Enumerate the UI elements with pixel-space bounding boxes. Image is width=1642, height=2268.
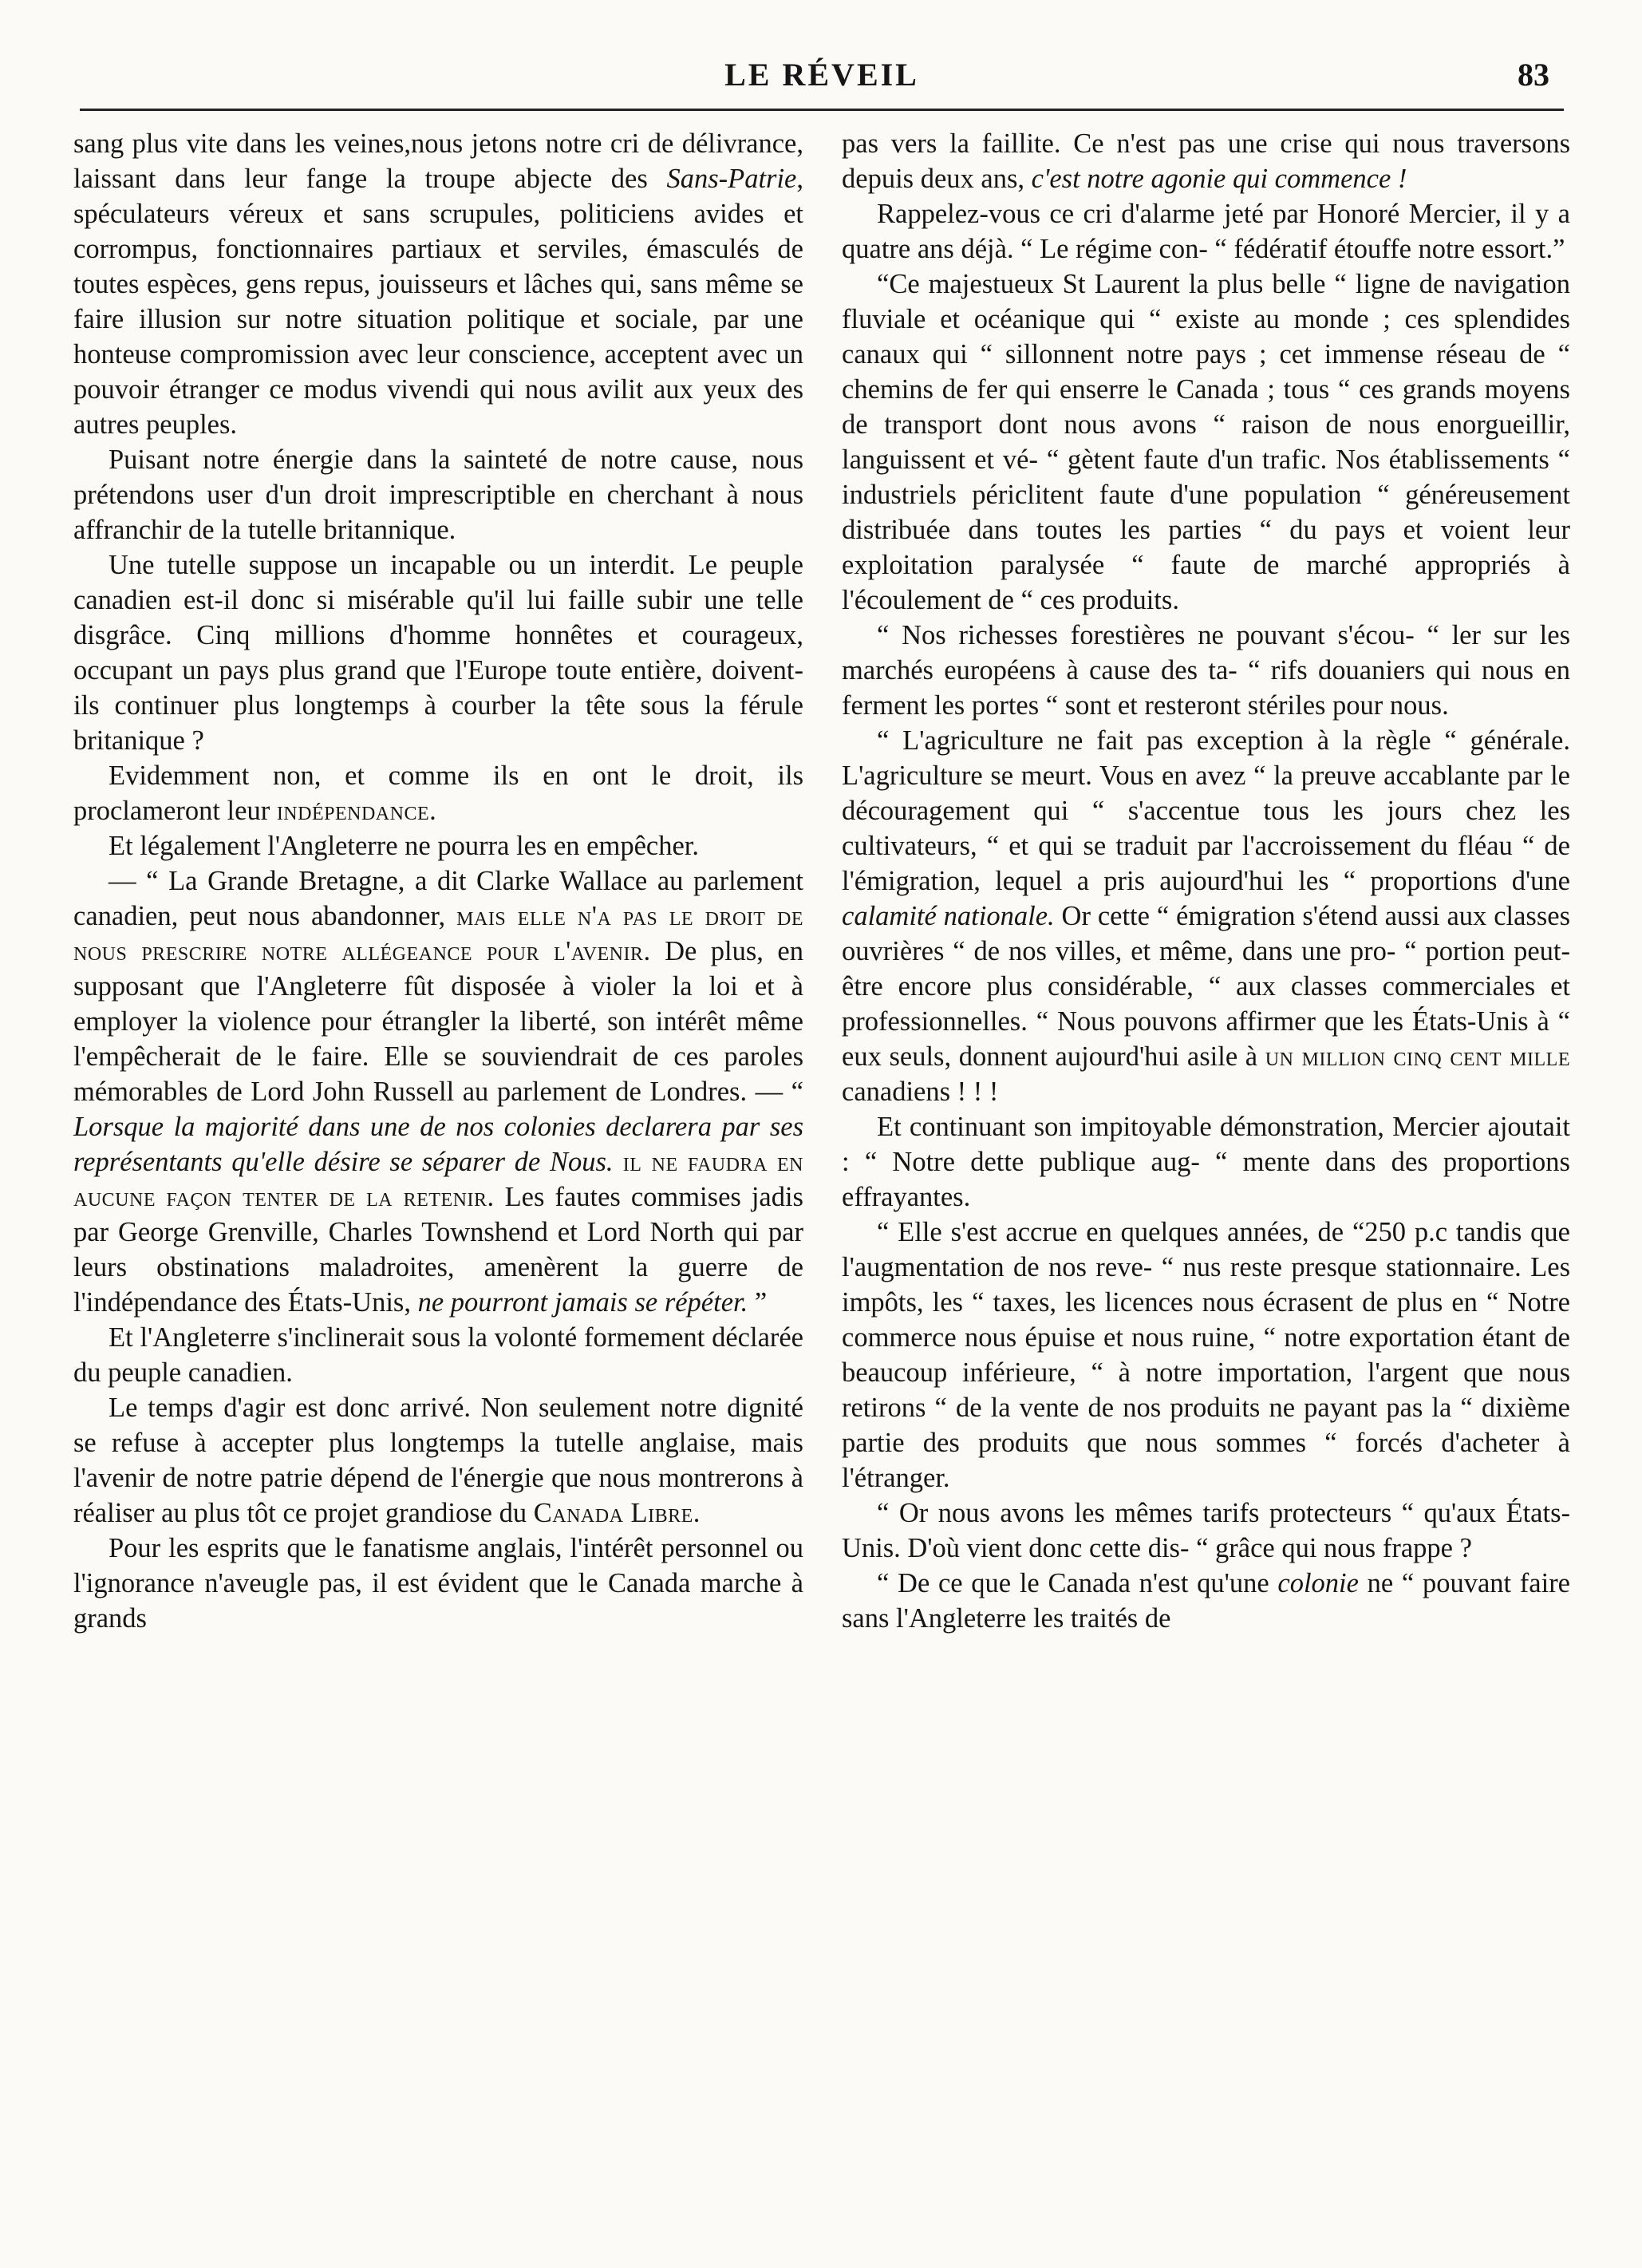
italic-text: calamité nationale. [842, 901, 1055, 931]
text-run: pas vers la faillite. Ce n'est pas une crise qui nous traversons depuis deux ans, [842, 128, 1570, 194]
paragraph: Rappelez-vous ce cri d'alarme jeté par Honoré Mercier, il y a quatre ans déjà. “ Le régime con- “ fédératif étouffe notre essort.” [842, 199, 1570, 264]
small-caps-text: un million cinq cent mille [1265, 1041, 1571, 1072]
paragraph: Puisant notre énergie dans la sainteté de notre cause, nous prétendons user d'un droit imprescriptible en cherchant à nous affranchir de la tutelle britannique. [73, 445, 803, 545]
paragraph: “ Or nous avons les mêmes tarifs protecteurs “ qu'aux États-Unis. D'où vient donc cette dis- “ grâce qui nous frappe ? [842, 1498, 1570, 1563]
text-run: ” [748, 1287, 768, 1318]
header-rule [80, 109, 1564, 111]
text-run: canadiens ! ! ! [842, 1077, 999, 1107]
paragraph [842, 1566, 1570, 1636]
italic-text: colonie [1277, 1568, 1359, 1598]
paragraph: Et légalement l'Angleterre ne pourra les en empêcher. [109, 831, 699, 861]
text-run: Evidemment non, et comme ils en ont le droit, ils proclameront leur [73, 761, 803, 826]
paragraph: Et l'Angleterre s'inclinerait sous la volonté formement déclarée du peuple canadien. [73, 1322, 803, 1388]
small-caps-text: mais elle n'a pas le droit de nous prescrire notre allégeance pour l'avenir. [73, 901, 803, 966]
running-title: LE RÉVEIL [724, 57, 919, 93]
paragraph: “ Nos richesses forestières ne pouvant s'écou- “ ler sur les marchés européens à cause des ta- “ rifs douaniers qui nous en ferment les portes “ sont et resteront stériles pour nous. [842, 620, 1570, 721]
paragraph [73, 1390, 803, 1531]
italic-text: Sans-Patrie [666, 164, 797, 194]
italic-text: ne pourront jamais se répéter. [417, 1287, 748, 1318]
text-run: Le temps d'agir est donc arrivé. Non seulement notre dignité se refuse à accepter plus longtemps la tutelle anglaise, mais l'avenir de notre patrie dépend de l'énergie que nous montrerons à réaliser au plus tôt ce projet grandiose du [73, 1393, 803, 1528]
text-run: ne “ pouvant faire sans l'Angleterre les traités de [842, 1568, 1570, 1634]
right-column [842, 126, 1570, 1636]
paragraph: Une tutelle suppose un incapable ou un interdit. Le peuple canadien est-il donc si misérable qu'il lui faille subir une telle disgrâce. Cinq millions d'homme honnêtes et courageux, occupant un pays plus grand que l'Europe toute entière, doivent-ils continuer plus longtemps à courber la tête sous la férule britanique ? [73, 550, 803, 756]
paragraph: “ Elle s'est accrue en quelques années, de “250 p.c tandis que l'augmentation de nos reve- “ nus reste presque stationnaire. Les impôts, les “ taxes, les licences nous écrasent de plus en “ Notre commerce nous épuise et nous ruine, “ notre exportation étant de beaucoup inférieure, “ à notre importation, l'argent que nous retirons “ de la vente de nos produits ne payant pas la “ dixième partie des produits que nous sommes “ forcés d'acheter à l'étranger. [842, 1217, 1570, 1493]
text-run: De plus, en supposant que l'Angleterre fût disposée à violer la loi et à employer la violence pour étrangler la liberté, son intérêt même l'empêcherait de le faire. Elle se souviendrait de ces paroles mémorables de Lord John Russell au parlement de Londres. — “ [73, 936, 803, 1107]
paragraph [73, 758, 803, 828]
small-caps-text: indépendance. [276, 796, 437, 826]
paragraph: Pour les esprits que le fanatisme anglais, l'intérêt personnel ou l'ignorance n'aveugle pas, il est évident que le Canada marche à grands [73, 1533, 803, 1634]
text-run: “ De ce que le Canada n'est qu'une [877, 1568, 1278, 1598]
small-caps-text: Canada Libre. [533, 1498, 701, 1528]
paragraph: Et continuant son impitoyable démonstration, Mercier ajoutait : “ Notre dette publique aug- “ mente dans des proportions effrayantes. [842, 1112, 1570, 1212]
small-caps-text: il ne faudra en aucune façon tenter de la retenir. [73, 1147, 803, 1212]
italic-text: Lorsque la majorité dans une de nos colonies declarera par ses représentants qu'elle désire se séparer de Nous. [73, 1112, 803, 1177]
text-run: , spéculateurs véreux et sans scrupules, politiciens avides et corrompus, fonctionnaires partiaux et serviles, émasculés de toutes espèces, gens repus, jouisseurs et lâches qui, sans même se faire illusion sur notre situation politique et sociale, par une honteuse compromission avec leur conscience, acceptent avec un pouvoir étranger ce modus vivendi qui nous avilit aux yeux des autres peuples. [73, 164, 803, 440]
text-run: Or cette “ émigration s'étend aussi aux classes ouvrières “ de nos villes, et même, dans une pro- “ portion peut-être encore plus considérable, “ aux classes commerciales et professionnelles. “ Nous pouvons affirmer que les États-Unis à “ eux seuls, donnent aujourd'hui asile à [842, 901, 1570, 1072]
paragraph [842, 723, 1570, 1109]
paragraph [842, 126, 1570, 196]
italic-text: c'est notre agonie qui commence ! [1031, 164, 1407, 194]
text-run: Les fautes commises jadis par George Grenville, Charles Townshend et Lord North qui par leurs obstinations maladroites, amenèrent la guerre de l'indépendance des États-Unis, [73, 1182, 803, 1318]
paragraph [73, 863, 803, 1320]
paragraph: “Ce majestueux St Laurent la plus belle “ ligne de navigation fluviale et océanique qui “ existe au monde ; ces splendides canaux qui “ sillonnent notre pays ; cet immense réseau de “ chemins de fer qui enserre le Canada ; tous “ ces grands moyens de transport dont nous avons “ raison de nous enorgueillir, languissent et vé- “ gètent faute d'un trafic. Nos établissements “ industriels périclitent faute d'une population “ généreusement distribuée dans toutes les parties “ du pays et voient leur exploitation paralysée “ faute de marché appropriés à l'écoulement de “ ces produits. [842, 269, 1570, 615]
text-run: — “ La Grande Bretagne, a dit Clarke Wallace au parlement canadien, peut nous abandonner, [73, 866, 803, 931]
paragraph [73, 126, 803, 442]
page-number: 83 [1518, 57, 1549, 93]
left-column [73, 126, 803, 1636]
text-run: sang plus vite dans les veines,nous jetons notre cri de délivrance, laissant dans leur fange la troupe abjecte des [73, 128, 803, 194]
text-run: “ L'agriculture ne fait pas exception à la règle “ générale. L'agriculture se meurt. Vous en avez “ la preuve accablante par le découragement qui “ s'accentue tous les jours chez les cultivateurs, “ et qui se traduit par l'accroissement du fléau “ de l'émigration, lequel a pris aujourd'hui les “ proportions d'une [842, 725, 1570, 896]
page-header [80, 56, 1564, 96]
